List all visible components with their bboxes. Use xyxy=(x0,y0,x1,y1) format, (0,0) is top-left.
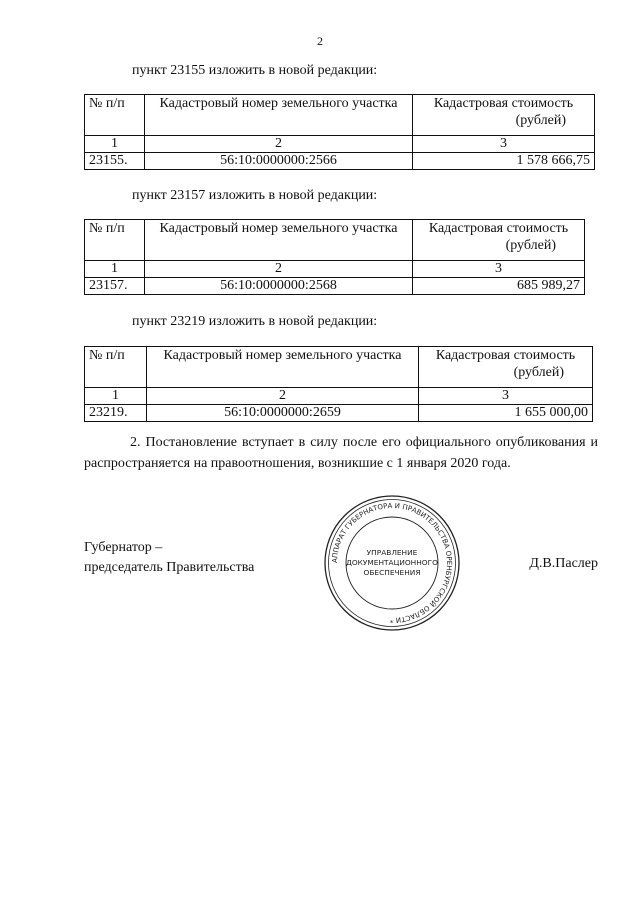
row-cost: 1 655 000,00 xyxy=(419,405,593,422)
column-number: 2 xyxy=(147,388,419,405)
header-number: № п/п xyxy=(85,95,145,136)
header-cost-line1: Кадастровая стоимость xyxy=(435,348,576,363)
column-number: 2 xyxy=(145,261,413,278)
row-cost: 1 578 666,75 xyxy=(413,153,595,170)
column-number-row xyxy=(85,136,595,153)
table-row xyxy=(85,405,593,422)
cadastral-table-23155 xyxy=(84,94,595,170)
section-title-23219: пункт 23219 изложить в новой редакции: xyxy=(132,314,378,329)
header-cost-line2: (рублей) xyxy=(505,238,556,253)
header-number: № п/п xyxy=(85,347,147,388)
row-number: 23155. xyxy=(85,153,145,170)
table-header-row xyxy=(85,347,593,388)
clause-2-text: 2. Постановление вступает в силу после его официального опубликования и распространяется на правоотношения, возникшие с 1 января 2020 года. xyxy=(84,435,598,471)
cadastral-table-23157 xyxy=(84,219,585,295)
column-number: 3 xyxy=(413,261,585,278)
header-cost-line1: Кадастровая стоимость xyxy=(433,96,574,111)
row-number: 23157. xyxy=(85,278,145,295)
header-cadastral: Кадастровый номер земельного участка xyxy=(145,95,413,136)
signatory-position-line1: Губернатор – xyxy=(84,540,163,555)
header-cost xyxy=(419,347,593,388)
seal-center-line1: УПРАВЛЕНИЕ xyxy=(366,548,418,557)
table-header-row xyxy=(85,220,585,261)
column-number: 3 xyxy=(419,388,593,405)
cadastral-table-23219 xyxy=(84,346,593,422)
column-number: 2 xyxy=(145,136,413,153)
row-cadastral-number: 56:10:0000000:2659 xyxy=(147,405,419,422)
column-number: 3 xyxy=(413,136,595,153)
header-cost xyxy=(413,95,595,136)
seal-center-line2: ДОКУМЕНТАЦИОННОГО xyxy=(346,558,438,567)
column-number-row xyxy=(85,388,593,405)
table-row xyxy=(85,278,585,295)
column-number: 1 xyxy=(85,136,145,153)
row-cadastral-number: 56:10:0000000:2568 xyxy=(145,278,413,295)
section-title-23155: пункт 23155 изложить в новой редакции: xyxy=(132,63,378,78)
table-row xyxy=(85,153,595,170)
column-number-row xyxy=(85,261,585,278)
row-cadastral-number: 56:10:0000000:2566 xyxy=(145,153,413,170)
column-number: 1 xyxy=(85,388,147,405)
header-cadastral: Кадастровый номер земельного участка xyxy=(145,220,413,261)
seal-center-line3: ОБЕСПЕЧЕНИЯ xyxy=(363,568,421,577)
header-cost xyxy=(413,220,585,261)
seal-ring-textpath: АППАРАТ ГУБЕРНАТОРА И ПРАВИТЕЛЬСТВА ОРЕНБУРГСКОЙ ОБЛАСТИ * xyxy=(330,501,454,625)
signatory-position-line2: председатель Правительства xyxy=(84,560,255,575)
header-cost-line2: (рублей) xyxy=(513,365,564,380)
header-cost-line1: Кадастровая стоимость xyxy=(428,221,569,236)
official-seal-icon xyxy=(322,493,462,633)
table-header-row xyxy=(85,95,595,136)
header-cost-line2: (рублей) xyxy=(515,113,566,128)
signatory-position xyxy=(84,538,254,578)
row-number: 23219. xyxy=(85,405,147,422)
section-title-23157: пункт 23157 изложить в новой редакции: xyxy=(132,188,378,203)
header-number: № п/п xyxy=(85,220,145,261)
row-cost: 685 989,27 xyxy=(413,278,585,295)
page-number: 2 xyxy=(317,34,323,48)
column-number: 1 xyxy=(85,261,145,278)
signatory-name: Д.В.Паслер xyxy=(529,556,598,571)
header-cadastral: Кадастровый номер земельного участка xyxy=(147,347,419,388)
